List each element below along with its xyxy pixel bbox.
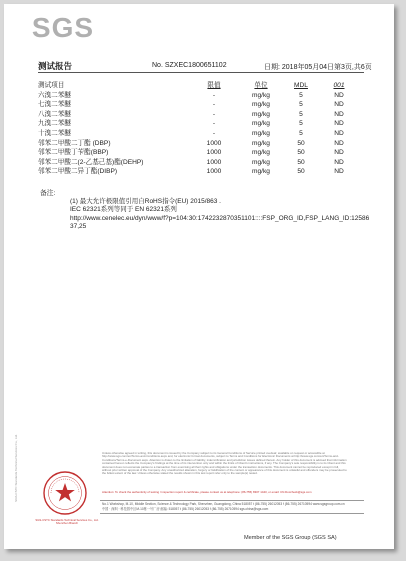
- table-row: [38, 158, 358, 168]
- cell-item: 十溴二苯醚: [38, 129, 71, 137]
- sgs-logo: [24, 6, 102, 46]
- table-row: [38, 91, 358, 101]
- report-number: No. SZXEC1800651102: [152, 62, 227, 69]
- cell-unit: mg/kg: [252, 110, 270, 118]
- cell-item: 邻苯二甲酸丁苄酯(BBP): [38, 149, 109, 157]
- cell-item: 邻苯二甲酸二丁酯 (DBP): [38, 139, 111, 147]
- sgs-group-member: Member of the SGS Group (SGS SA): [244, 535, 337, 541]
- cell-limit: 1000: [206, 158, 222, 166]
- seal-caption: SGS-CSTC Standards Technical Services Co., Ltd. Shenzhen Branch: [35, 518, 99, 526]
- col-test-item: 测试项目: [38, 82, 65, 89]
- authenticity-notice: Attention: To check the authenticity of testing / inspection report & certificate, please contact us at telephone: (86-755) 8307 1443, or email: CN.Doccheck@sgs.com: [102, 490, 312, 494]
- col-sample-001: 001: [333, 82, 345, 89]
- results-table: [38, 81, 358, 177]
- side-company-text: SGS-CSTC Standards Technical Services Co., Ltd.: [14, 434, 18, 502]
- cell-mdl: 5: [299, 110, 303, 118]
- cell-result: ND: [334, 101, 344, 109]
- cell-result: ND: [334, 110, 344, 118]
- cell-unit: mg/kg: [252, 120, 270, 128]
- cell-unit: mg/kg: [252, 91, 270, 99]
- remarks-block: [70, 198, 370, 232]
- report-title: 测试报告: [38, 61, 73, 71]
- table-row: [38, 167, 358, 177]
- cell-item: 七溴二苯醚: [38, 101, 71, 109]
- cell-unit: mg/kg: [252, 158, 270, 166]
- cell-result: ND: [334, 158, 344, 166]
- cell-result: ND: [334, 129, 344, 137]
- table-header-row: [38, 81, 358, 91]
- cell-unit: mg/kg: [252, 139, 270, 147]
- cell-mdl: 50: [297, 149, 305, 157]
- cell-limit: -: [212, 110, 216, 118]
- col-unit: 单位: [254, 82, 268, 89]
- report-date: 日期: 2018年05月04日: [264, 64, 335, 71]
- cell-item: 六溴二苯醚: [38, 91, 71, 99]
- address-english: No.1 Workshop, M-10, Middle Section, Science & Technology Park, Shenzhen, Guangdong, China 518057 t (86-755) 26012053 f (86-755) 26710594 www.sgsgroup.com.cn: [102, 502, 345, 506]
- cell-mdl: 5: [299, 101, 303, 109]
- col-mdl: MDL: [294, 82, 308, 89]
- cell-mdl: 5: [299, 120, 303, 128]
- cell-limit: 1000: [206, 149, 222, 157]
- company-address: [102, 502, 348, 512]
- cell-result: ND: [334, 168, 344, 176]
- company-seal-icon: [42, 470, 88, 516]
- address-chinese: 中国 · 深圳 · 科技园中区M-10栋一号厂房 邮编: 518057 t (86-755) 26012053 f (86-755) 26710594 sgs.china@sgs.com: [102, 506, 269, 511]
- logo-text: SGS: [31, 12, 95, 43]
- table-row: [38, 139, 358, 149]
- remark-rohs: (1) 最大允许极限值引用自RoHS指令(EU) 2015/863 .: [70, 198, 221, 205]
- remark-cenelec-link[interactable]: http://www.cenelec.eu/dyn/www/f?p=104:30:1742232870351101::::FSP_ORG_ID,FSP_LANG_ID:1258637,25: [70, 214, 370, 231]
- cell-item: 九溴二苯醚: [38, 120, 71, 128]
- cell-limit: -: [212, 129, 216, 137]
- cell-mdl: 5: [299, 91, 303, 99]
- cell-result: ND: [334, 149, 344, 157]
- remarks-label: 备注:: [40, 190, 56, 197]
- cell-unit: mg/kg: [252, 101, 270, 109]
- table-row: [38, 119, 358, 129]
- cell-limit: -: [212, 91, 216, 99]
- cell-unit: mg/kg: [252, 168, 270, 176]
- page-number: 第3页,共6页: [334, 64, 372, 71]
- cell-limit: -: [212, 101, 216, 109]
- footer-divider: [100, 500, 364, 501]
- cell-mdl: 50: [297, 158, 305, 166]
- document-page: [4, 4, 394, 549]
- cell-result: ND: [334, 139, 344, 147]
- cell-item: 邻苯二甲酸二异丁酯(DIBP): [38, 168, 118, 176]
- cell-mdl: 50: [297, 139, 305, 147]
- remark-iec: IEC 62321系列等同于 EN 62321系列: [70, 206, 177, 214]
- cell-item: 八溴二苯醚: [38, 110, 71, 118]
- table-row: [38, 129, 358, 139]
- cell-limit: 1000: [206, 139, 222, 147]
- footer-divider: [100, 513, 364, 514]
- cell-unit: mg/kg: [252, 129, 270, 137]
- col-limit: 限值: [207, 82, 221, 89]
- terms-fine-print: Unless otherwise agreed in writing, this document is issued by the Company subject to its General Conditions of Service printed overleaf, available on request or accessible at http://www.sgs.com/en/Terms-and-Conditions.aspx and, for electronic format documents, subject to Terms and Conditions for Electronic Documents at http://www.sgs.com/en/Terms-and-Conditions/Terms-e-Document.aspx. Attention is drawn to the limitation of liability, indemnification and jurisdiction issues defined therein. Any holder of this document is advised that information contained hereon reflects the Company's findings at the time of its intervention only and within the limits of Client's instructions, if any. The Company's sole responsibility is to its Client and this document does not exonerate parties to a transaction from exercising all their rights and obligations under the transaction documents. This document cannot be reproduced except in full, without prior written approval of the Company. Any unauthorized alteration, forgery or falsification of the content or appearance of this document is unlawful and offenders may be prosecuted to the fullest extent of the law. Unless otherwise stated the results shown in this test report refer only to the sample(s) tested.: [102, 452, 347, 476]
- header-divider: [38, 72, 364, 73]
- cell-limit: 1000: [206, 168, 222, 176]
- table-row: [38, 148, 358, 158]
- cell-limit: -: [212, 120, 216, 128]
- cell-mdl: 50: [297, 168, 305, 176]
- cell-mdl: 5: [299, 129, 303, 137]
- cell-item: 邻苯二甲酸二(2-乙基己基)酯(DEHP): [38, 158, 144, 166]
- table-row: [38, 100, 358, 110]
- cell-result: ND: [334, 91, 344, 99]
- table-row: [38, 110, 358, 120]
- cell-unit: mg/kg: [252, 149, 270, 157]
- cell-result: ND: [334, 120, 344, 128]
